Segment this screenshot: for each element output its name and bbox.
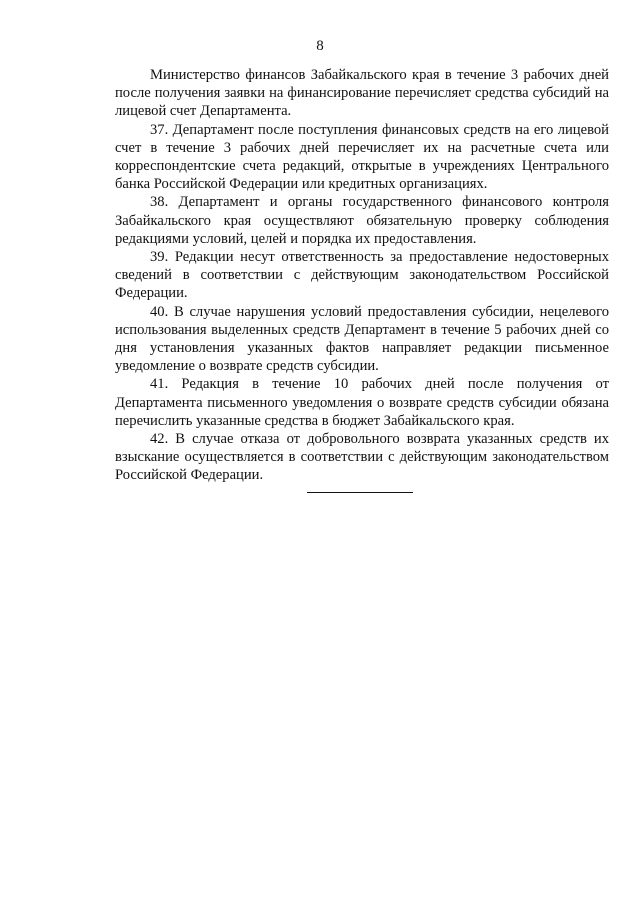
paragraph-39: 39. Редакции несут ответственность за предоставление недостоверных сведений в соответствии с действующим законодательством Российской Федерации. bbox=[115, 249, 609, 302]
paragraph-40: 40. В случае нарушения условий предоставления субсидии, нецелевого использования выделенных средств Департамент в течение 5 рабочих дней со дня установления указанных фактов направляет редакции письменное уведомление о возврате средств субсидии. bbox=[115, 303, 609, 375]
page-number: 8 bbox=[316, 38, 324, 54]
document-body bbox=[115, 66, 609, 485]
paragraph-37: 37. Департамент после поступления финансовых средств на его лицевой счет в течение 3 рабочих дней перечисляет их на расчетные счета или корреспондентские счета редакций, открытые в учреждениях Центрального банка Российской Федерации или кредитных организациях. bbox=[115, 121, 609, 193]
paragraph-41: 41. Редакция в течение 10 рабочих дней после получения от Департамента письменного уведомления о возврате средств субсидии обязана перечислить указанные средства в бюджет Забайкальского края. bbox=[115, 376, 609, 429]
paragraph-ministry-transfer: Министерство финансов Забайкальского края в течение 3 рабочих дней после получения заявки на финансирование перечисляет средства субсидий на лицевой счет Департамента. bbox=[115, 67, 609, 120]
paragraph-42: 42. В случае отказа от добровольного возврата указанных средств их взыскание осуществляется в соответствии с действующим законодательством Российской Федерации. bbox=[115, 431, 609, 484]
paragraph-38: 38. Департамент и органы государственного финансового контроля Забайкальского края осуществляют обязательную проверку соблюдения редакциями условий, целей и порядка их предоставления. bbox=[115, 194, 609, 247]
end-separator-line bbox=[307, 492, 413, 493]
